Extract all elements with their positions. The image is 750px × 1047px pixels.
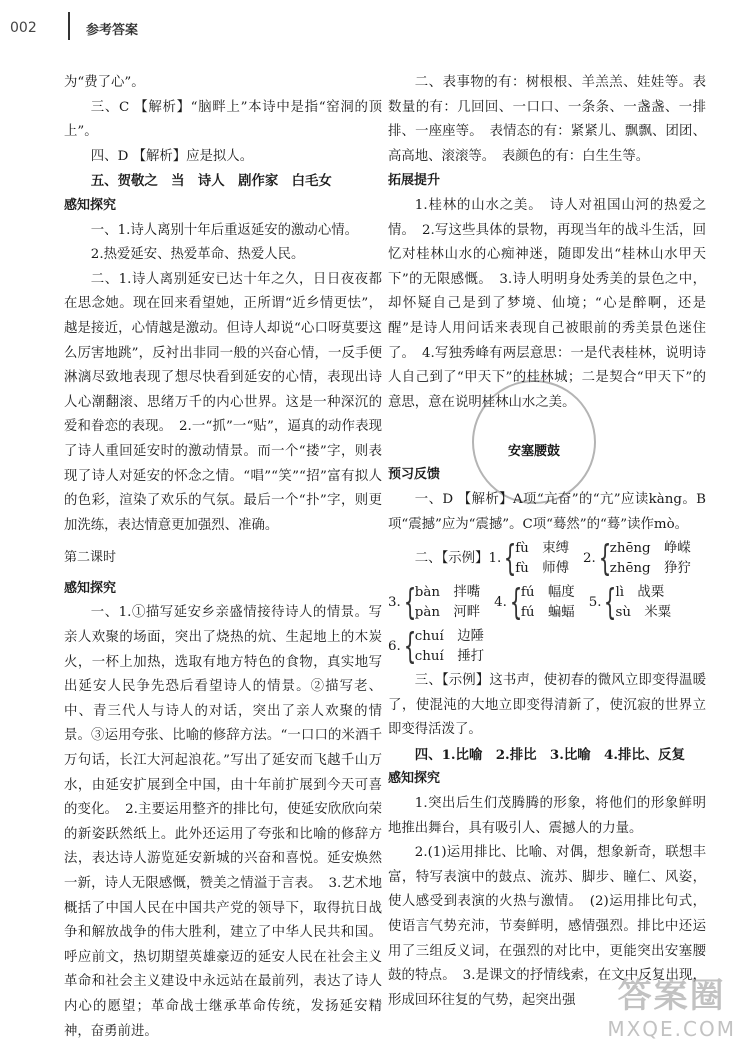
answer-text: 四、1.比喻 2.排比 3.比喻 4.排比、反复: [414, 746, 685, 763]
pinyin-pair-bottom: pàn 河畔: [414, 605, 481, 621]
right-column: [388, 71, 706, 1013]
brace-icon: {: [509, 582, 523, 624]
page-number: 002: [10, 20, 37, 36]
left-column: [64, 71, 382, 1044]
pinyin-pair-top: zhēng 峥嵘: [609, 541, 691, 557]
item-number: 4.: [494, 594, 507, 610]
brace-icon: {: [403, 582, 417, 624]
pinyin-pair-top: fù 束缚: [515, 541, 569, 557]
answer-text: 一、1.①描写延安乡亲盛情接待诗人的情景。写亲人欢聚的场面，突出了烧热的炕、生起地上的木炭火，一杯上加热，选取有地方特色的食物，真实地写出延安人民争先恐后看望诗人的情景。②描写老、中、青三代人与诗人的对话，突出了亲人欢聚的情景。③运用夸张、比喻的修辞方法。“一口口的米酒千万句话，长江大河起浪花。”写出了延安而飞越千山万水，由延安扩展到全中国，由十年前扩展到今天可喜的变化。 2.主要运用整齐的排比句，使延安欣欣向荣的新姿跃然纸上。此外还运用了夸张和比喻的修辞方法，表达诗人游览延安新城的兴奋和喜悦。延安焕然一新，诗人无限感慨，赞美之情溢于言表。 3.艺术地概括了中国人民在中国共产党的领导下，取得抗日战争和解放战争的伟大胜利，建立了中华人民共和国。呼应前文，热切期望英雄豪迈的延安人民在社会主义革命和社会主义建设中永远站在最前列，表达了诗人内心的愿望；革命战士继承革命传统，发扬延安精神，奋勇前进。: [64, 605, 382, 1039]
watermark-url: MXQE.COM: [607, 1017, 736, 1041]
answer-text: 五、贺敬之 当 诗人 剧作家 白毛女: [90, 173, 332, 190]
item-number: 5.: [588, 594, 602, 610]
brace-icon: {: [503, 538, 517, 580]
answer-text: 三、【示例】这书声，使初春的微风立即变得温暖了，使混沌的大地立即变得清新了，使沉寂的世界立即变得活泼了。: [388, 673, 706, 738]
pinyin-pair-bottom: zhēng 狰狞: [609, 561, 691, 577]
brace-icon: {: [403, 626, 417, 668]
header-divider: [68, 12, 70, 40]
pinyin-pair-top: bàn 拌嘴: [414, 585, 481, 601]
section-heading: 感知探究: [64, 580, 117, 596]
example-label: 二、【示例】1.: [414, 550, 502, 566]
answer-text: 二、1.诗人离别延安已达十年之久，日日夜夜都在思念她。现在回来看望她，正所谓“近乡情更怯”，越是接近，心情越是激动。但诗人却说“心口呀莫要这么厉害地跳”，反衬出非同一般的兴奋心情，一反手便淋漓尽致地表现了想尽快看到延安的心情，表现出诗人心潮翻滚、思绪万千的内心世界。这是一种深沉的爱和眷恋的表现。 2.一“抓”一“贴”，逼真的动作表现了诗人重回延安时的激动情景。而一个“搂”字，则表现了诗人对延安的怀念之情。“唱”“笑”“招”富有拟人的色彩，渲染了欢乐的气氛。最后一个“扑”字，则更加洗练，表达情意更加强烈、准确。: [64, 271, 382, 533]
item-number: 2.: [582, 550, 596, 566]
pinyin-pair-bottom: fù 师傅: [515, 561, 569, 577]
section-heading: 拓展提升: [388, 173, 441, 189]
pinyin-pair-top: fú 幅度: [520, 585, 575, 601]
brace-icon: {: [604, 582, 617, 624]
answer-text: 为“费了心”。: [64, 75, 145, 90]
answer-text: 1.桂林的山水之美。 诗人对祖国山河的热爱之情。 2.写这些具体的景物，再现当年的战斗生活，回忆对桂林山水的心痴神迷，随即发出“桂林山水甲天下”的无限感慨。 3.诗人明明身处秀美的景色之中，却怀疑自己是到了梦境、仙境；“心是醉啊，还是醒”是诗人用问话来表现自己被眼前的秀美景色迷住了。 4.写独秀峰有两层意思：一是代表桂林，说明诗人自己到了“甲天下”的桂林城；二是契合“甲天下”的意思，意在说明桂林山水之美。: [388, 197, 706, 410]
pinyin-row-2: [388, 581, 706, 625]
header-title: 参考答案: [86, 23, 139, 38]
section-heading: 感知探究: [64, 197, 117, 213]
pinyin-row-1: [388, 537, 706, 581]
answer-text: 1.突出后生们茂腾腾的形象，将他们的形象鲜明地推出舞台，具有吸引人、震撼人的力量。: [388, 796, 706, 836]
pinyin-pair-bottom: chuí 捶打: [414, 649, 484, 665]
pinyin-pair-bottom: sù 米粟: [615, 605, 672, 621]
item-number: 6.: [388, 638, 401, 654]
answer-text: 三、C 【解析】“脑畔上”本诗中是指“窑洞的顶上”。: [64, 99, 382, 140]
pinyin-row-3: [388, 625, 706, 669]
watermark: [607, 968, 736, 1041]
answer-text: 2.热爱延安、热爱革命、热爱人民。: [90, 247, 305, 263]
answer-text: 2.(1)运用排比、比喻、对偶，想象新奇，联想丰富，特写表演中的鼓点、流苏、脚步、瞳仁、风姿，使人感受到表演的火热与激情。 (2)运用排比句式，使语言气势充沛，节奏鲜明，感情强烈。排比中还运用了三组反义词，在强烈的对比中，更能突出安塞腰鼓的特点。 3.是课文的抒情线索，在文中反复出现，形成回环往复的气势，起突出强: [388, 845, 706, 1008]
brace-icon: {: [598, 538, 612, 580]
pinyin-pair-top: lì 战栗: [615, 585, 665, 601]
section-heading: 感知探究: [388, 771, 441, 787]
answer-text: 四、D 【解析】应是拟人。: [90, 148, 254, 164]
lesson-title: 第二课时: [64, 550, 117, 566]
answer-text: 一、1.诗人离别十年后重返延安的激动心情。: [90, 222, 358, 238]
answer-text: 二、表事物的有：树根根、羊羔羔、娃娃等。表数量的有：几回回、一口口、一条条、一盏盏、一排排、一座座等。 表情态的有：紧紧儿、飘飘、团团、高高地、滚滚等。 表颜色的有：白生生等。: [388, 75, 706, 164]
page-header: [0, 0, 750, 44]
watermark-logo: 答案圈: [617, 976, 726, 1016]
pinyin-pair-bottom: fú 蝙蝠: [520, 605, 575, 621]
pinyin-pair-top: chuí 边陲: [414, 629, 484, 645]
answer-text: 一、D 【解析】A项“亢奋”的“亢”应读kàng。B项“震撼”应为“震撼”。C项“蓦然”的“蓦”读作mò。: [388, 491, 706, 532]
section-heading: 预习反馈: [388, 467, 441, 483]
lesson-title-stamp: 安塞腰鼓: [508, 440, 560, 459]
item-number: 3.: [388, 594, 401, 610]
